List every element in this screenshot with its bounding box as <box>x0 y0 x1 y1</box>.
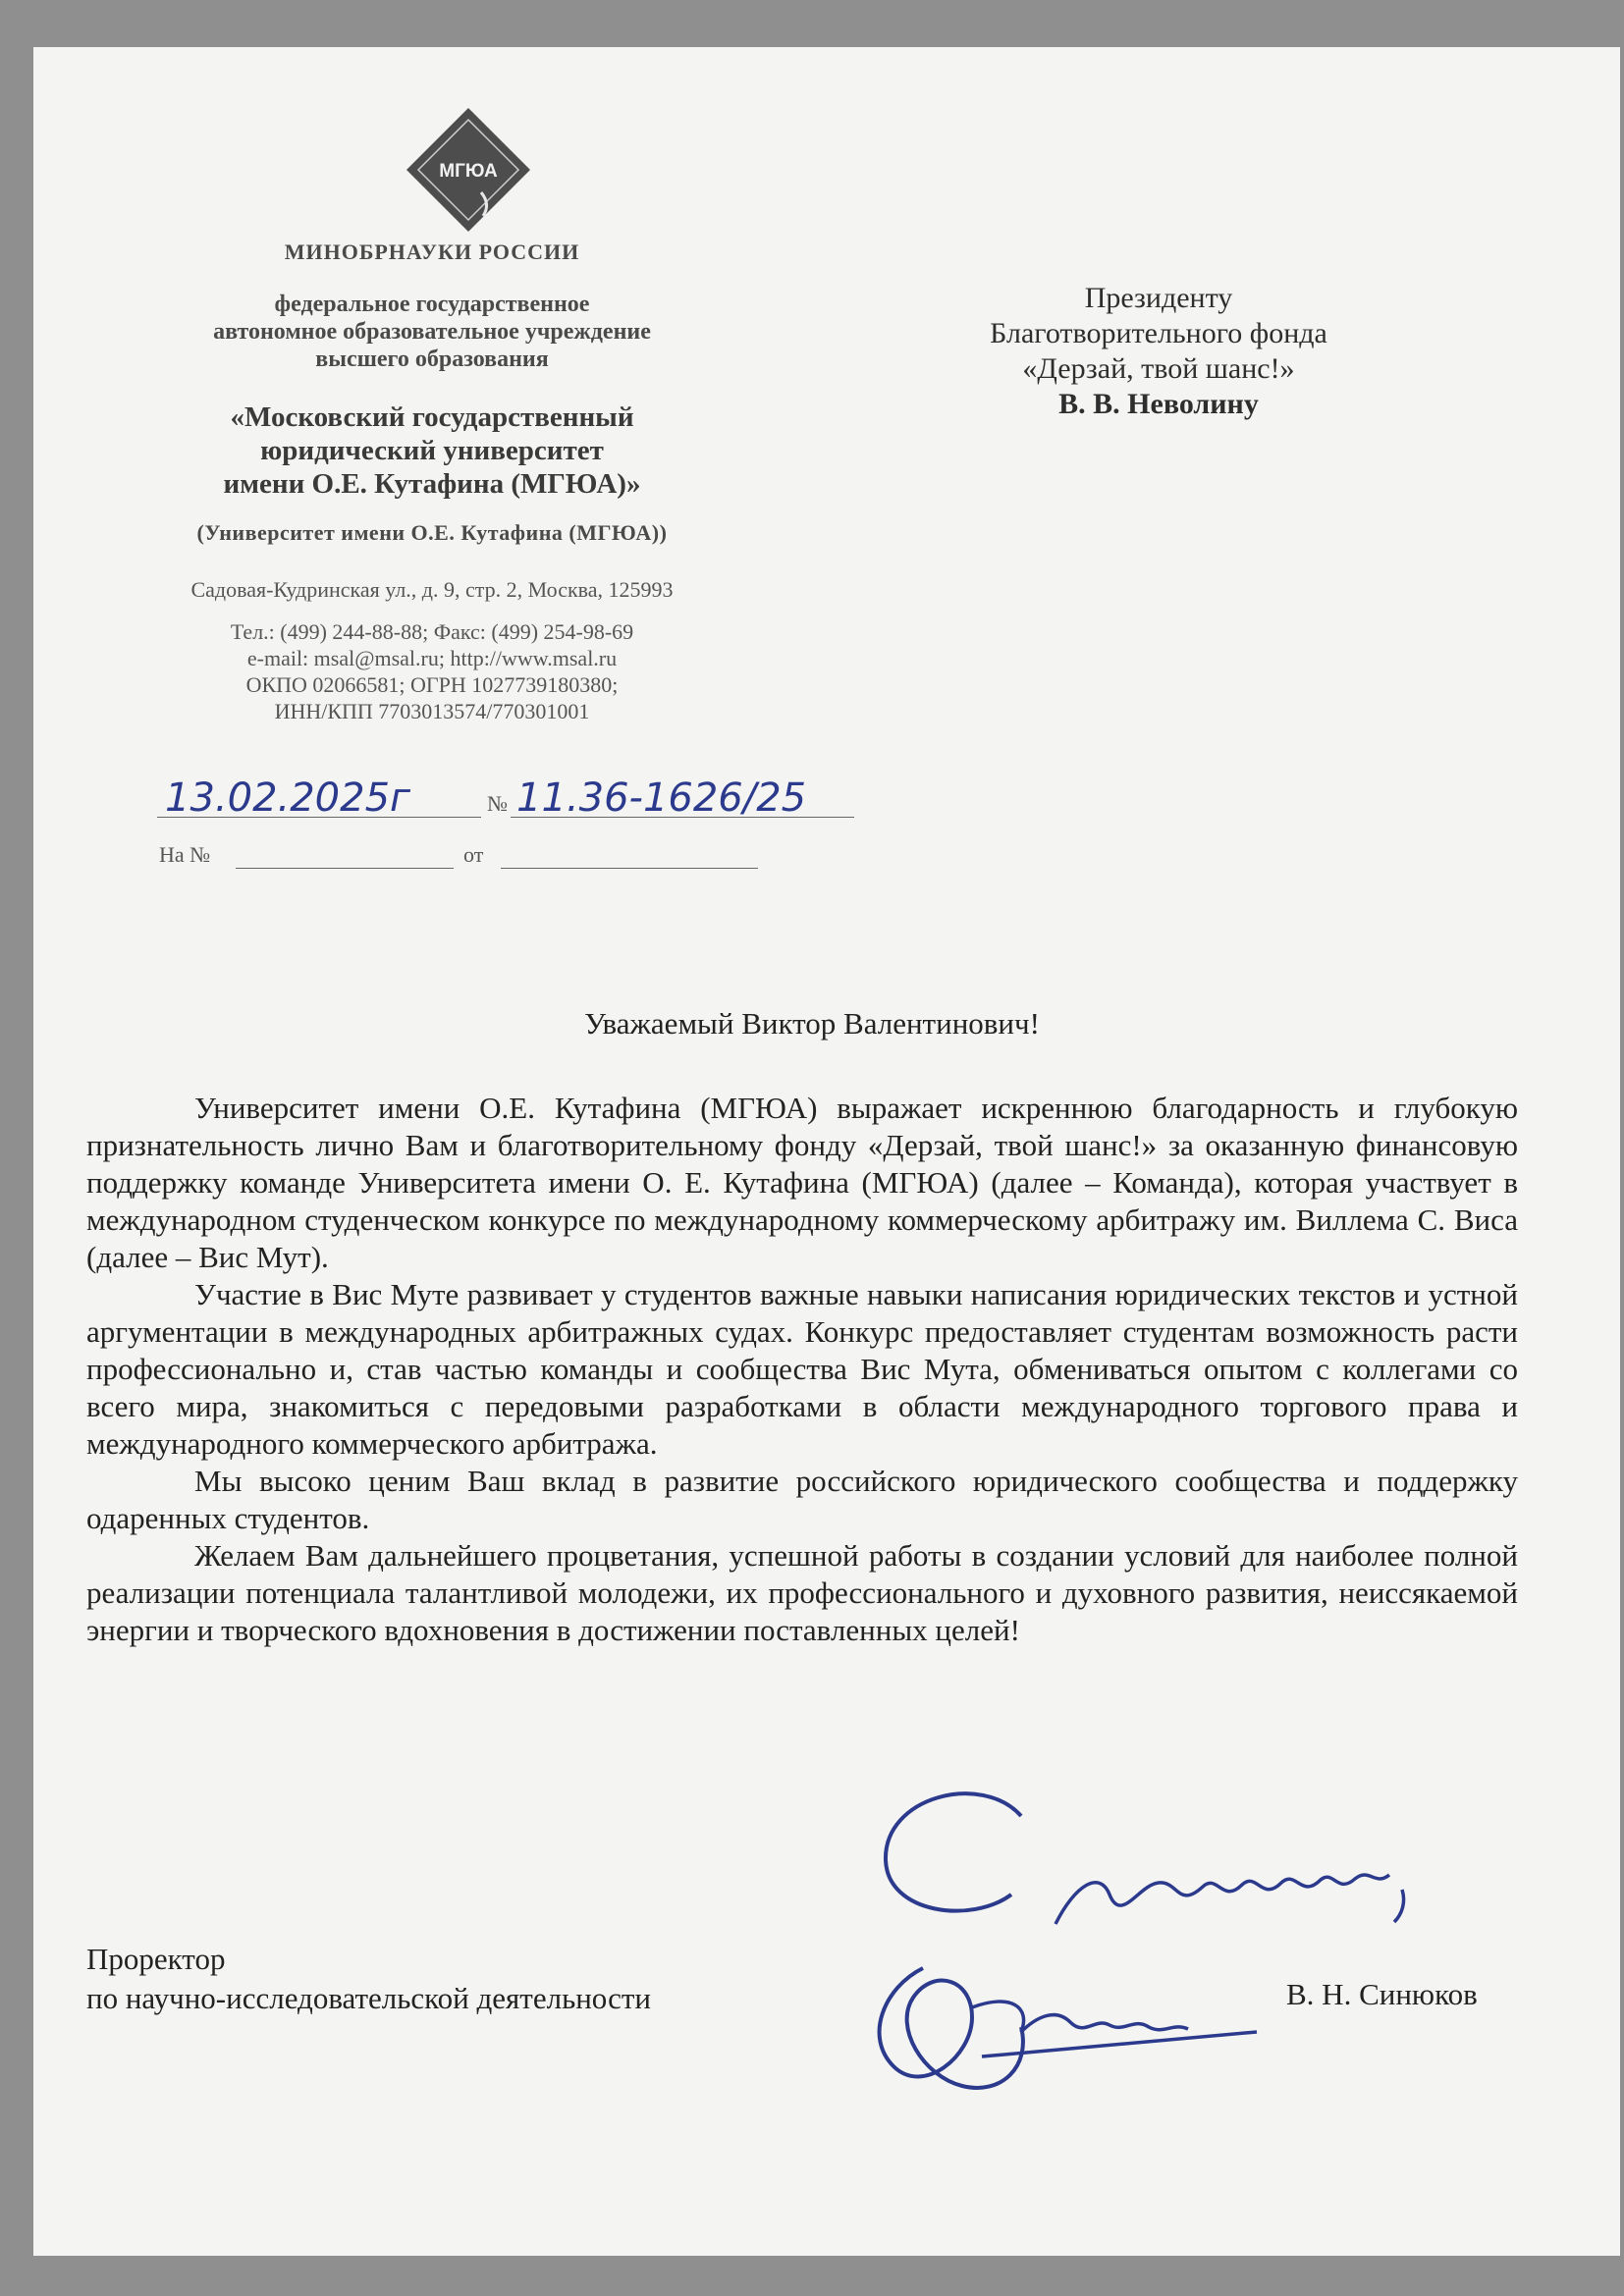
handwritten-number: 11.36-1626/25 <box>516 775 807 821</box>
number-underline <box>511 817 854 818</box>
address: Садовая-Кудринская ул., д. 9, стр. 2, Москва, 125993 <box>190 577 674 602</box>
handwritten-signature <box>864 1949 1276 2115</box>
handwritten-closing <box>864 1777 1473 1953</box>
paragraph: Мы высоко ценим Ваш вклад в развитие российского юридического сообщества и поддержку одаренных студентов. <box>86 1464 1518 1535</box>
recipient-name: В. В. Неволину <box>1058 388 1259 420</box>
logo-text: МГЮА <box>439 161 498 182</box>
ministry-name: МИНОБРНАУКИ РОССИИ <box>284 240 580 264</box>
paragraph: Университет имени О.Е. Кутафина (МГЮА) выражает искреннюю благодарность и глубокую признательность лично Вам и благотворительному фонду «Дерзай, твой шанс!» за оказанную финансовую поддержку команде Университета имени О. Е. Кутафина (МГЮА) (далее – Команда), которая участвует в международном студенческом конкурсе по международному коммерческому арбитражу им. Виллема С. Виса (далее – Вис Мут). <box>86 1091 1518 1274</box>
date-underline <box>157 817 481 818</box>
recipient-line: Президенту <box>1084 282 1233 314</box>
recipient-line: Благотворительного фонда <box>990 317 1327 349</box>
name-line: имени О.Е. Кутафина (МГЮА)» <box>223 468 641 500</box>
position-line: по научно-исследовательской деятельности <box>86 1981 651 2015</box>
reply-date-line <box>501 868 758 869</box>
contact-block <box>59 618 805 724</box>
org-line: высшего образования <box>315 347 549 372</box>
org-type <box>59 291 805 373</box>
reply-prefix: На № <box>159 842 211 867</box>
paragraph: Желаем Вам дальнейшего процветания, успешной работы в создании условий для наиболее полной реализации потенциала талантливой молодежи, их профессионального и духовного развития, неиссякаемой энергии и творческого вдохновения в достижении поставленных целей! <box>86 1538 1518 1647</box>
contact-line: ОКПО 02066581; ОГРН 1027739180380; <box>245 672 619 697</box>
contact-line: e-mail: msal@msal.ru; http://www.msal.ru <box>246 646 618 670</box>
reply-from-label: от <box>463 842 484 867</box>
university-short-name: (Университет имени О.Е. Кутафина (МГЮА)) <box>196 520 668 545</box>
name-line: юридический университет <box>260 435 604 466</box>
reply-number-line <box>236 868 454 869</box>
contact-line: ИНН/КПП 7703013574/770301001 <box>274 699 590 723</box>
paragraph: Участие в Вис Муте развивает у студентов важные навыки написания юридических текстов и устной аргументации в международных арбитражных судах. Конкурс предоставляет студентам возможность расти профессионально и, став частью команды и сообщества Вис Мута, обмениваться опытом с коллегами со всего мира, знакомиться с передовыми разработками в области международного торгового права и международного коммерческого арбитража. <box>86 1277 1518 1461</box>
recipient-line: «Дерзай, твой шанс!» <box>1022 352 1295 385</box>
university-name <box>59 400 805 501</box>
handwritten-date: 13.02.2025г <box>165 775 411 821</box>
university-logo <box>405 106 532 234</box>
name-line: «Московский государственный <box>230 401 634 433</box>
salutation: Уважаемый Виктор Валентинович! <box>584 1006 1040 1041</box>
position-line: Проректор <box>86 1942 226 1976</box>
contact-line: Тел.: (499) 244-88-88; Факс: (499) 254-98-69 <box>230 619 634 644</box>
signatory-name: В. Н. Синюков <box>1286 1977 1478 2011</box>
org-line: федеральное государственное <box>274 292 590 317</box>
recipient-block <box>913 281 1404 422</box>
signatory-position <box>86 1940 651 2018</box>
number-prefix: № <box>487 791 508 816</box>
org-line: автономное образовательное учреждение <box>213 319 651 345</box>
letter-body <box>86 1090 1518 1649</box>
